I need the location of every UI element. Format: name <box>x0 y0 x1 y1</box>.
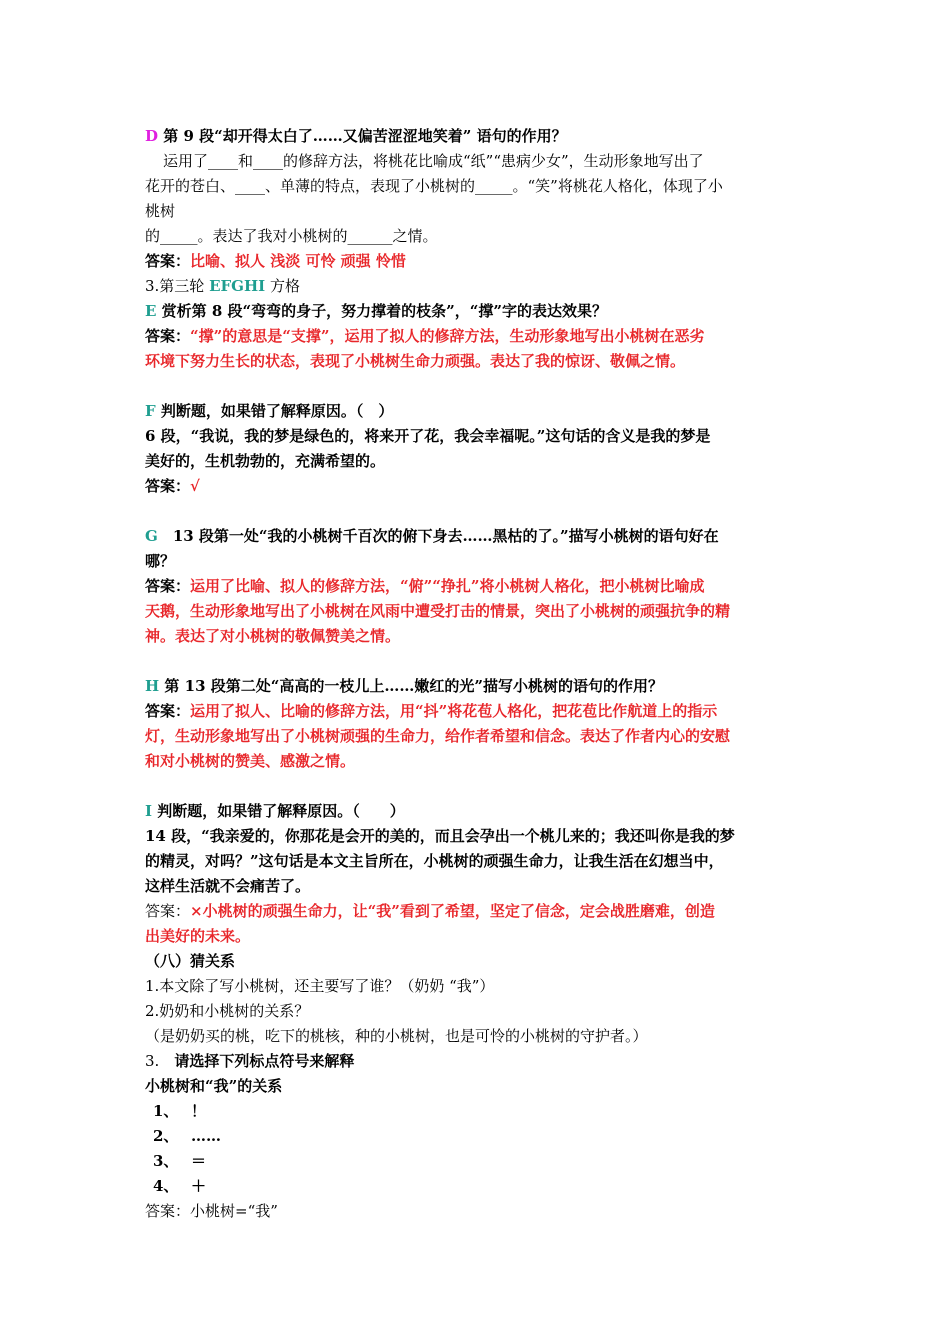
answer-d <box>145 249 810 274</box>
answer-e-1 <box>145 324 810 349</box>
answer-f <box>145 474 810 499</box>
question-d-text: 第 9 段“却开得太白了……又偏苦涩涩地笑着” 语句的作用？ <box>163 127 567 145</box>
label-f: F <box>145 402 156 420</box>
question-i-line-2: 的精灵，对吗？”这句话是本文主旨所在，小桃树的顽强生命力，让我生活在幻想当中， <box>145 852 724 870</box>
answer-d-label: 答案： <box>145 252 191 270</box>
section-eight-q3-line-2: 小桃树和“我”的关系 <box>145 1077 283 1095</box>
answer-h-label: 答案： <box>145 702 191 720</box>
round3-suffix: 方格 <box>265 277 300 295</box>
answer-e-label: 答案： <box>145 327 191 345</box>
answer-i-1 <box>145 899 810 924</box>
question-i-line-1: 14 段，“我亲爱的，你那花是会开的美的，而且会孕出一个桃儿来的；我还叫你是我的梦 <box>145 827 735 845</box>
section-eight-q2-answer: （是奶奶买的桃，吃下的桃核，种的小桃树，也是可怜的小桃树的守护者。） <box>145 1027 648 1045</box>
question-f-line-2: 美好的，生机勃勃的，充满希望的。 <box>145 452 386 470</box>
question-e-text: 赏析第 8 段“弯弯的身子，努力撑着的枝条”，“撑”字的表达效果？ <box>156 302 608 320</box>
answer-i-2: 出美好的未来。 <box>145 927 251 945</box>
section-eight-q1: 1.本文除了写小桃树，还主要写了谁？（奶奶 “我”） <box>145 977 495 995</box>
option-3-num: 3、 <box>153 1152 179 1170</box>
option-2-symbol: …… <box>191 1127 221 1145</box>
answer-f-text: √ <box>190 477 200 495</box>
answer-h-text-1: 运用了拟人、比喻的修辞方法，用“抖”将花苞人格化，把花苞比作航道上的指示 <box>190 702 718 720</box>
label-e: E <box>145 302 157 320</box>
round3-highlight: EFGHI <box>209 277 266 295</box>
question-d-body-4: 的_____。表达了我对小桃树的______之情。 <box>145 227 438 245</box>
answer-d-text: 比喻、拟人 浅淡 可怜 顽强 怜惜 <box>190 252 406 270</box>
section-eight-answer: 答案：小桃树=“我” <box>145 1202 278 1220</box>
section-eight-q2: 2.奶奶和小桃树的关系？ <box>145 1002 310 1020</box>
answer-h-3: 和对小桃树的赞美、感激之情。 <box>145 752 356 770</box>
question-g-text-1: 13 段第一处“我的小桃树千百次的俯下身去……黑枯的了。”描写小桃树的语句好在 <box>157 527 719 545</box>
option-4-symbol: ＋ <box>191 1177 207 1195</box>
answer-e-text-1: “撑”的意思是“支撑”，运用了拟人的修辞方法，生动形象地写出小桃树在恶劣 <box>190 327 705 345</box>
question-f-text: 判断题，如果错了解释原因。（ ） <box>155 402 394 420</box>
answer-g-text-1: 运用了比喻、拟人的修辞方法，“俯”“挣扎”将小桃树人格化，把小桃树比喻成 <box>190 577 705 595</box>
question-d <box>145 124 810 149</box>
question-i-line-3: 这样生活就不会痛苦了。 <box>145 877 311 895</box>
option-item-1 <box>145 1099 810 1124</box>
question-h <box>145 674 810 699</box>
question-f-line-1: 6 段，“我说，我的梦是绿色的，将来开了花，我会幸福呢。”这句话的含义是我的梦是 <box>145 427 711 445</box>
option-item-4 <box>145 1174 810 1199</box>
question-e <box>145 299 810 324</box>
answer-g-2: 天鹅，生动形象地写出了小桃树在风雨中遭受打击的情景，突出了小桃树的顽强抗争的精 <box>145 602 731 620</box>
answer-h-1 <box>145 699 810 724</box>
question-f <box>145 399 810 424</box>
label-h: H <box>145 677 160 695</box>
section-eight-heading: （八）猜关系 <box>145 952 236 970</box>
question-g <box>145 524 810 549</box>
answer-i-label: 答案： <box>145 902 191 920</box>
question-d-body-1: 运用了____和____的修辞方法，将桃花比喻成“纸”“患病少女”，生动形象地写出了 <box>163 152 704 170</box>
option-item-2 <box>145 1124 810 1149</box>
option-item-3 <box>145 1149 810 1174</box>
option-4-num: 4、 <box>153 1177 179 1195</box>
question-i <box>145 799 810 824</box>
section-eight-q3 <box>145 1049 810 1074</box>
section-eight-q3-text: 请选择下列标点符号来解释 <box>174 1052 355 1070</box>
answer-g-3: 神。表达了对小桃树的敬佩赞美之情。 <box>145 627 401 645</box>
option-3-symbol: ＝ <box>191 1152 207 1170</box>
option-1-num: 1、 <box>153 1102 179 1120</box>
answer-g-label: 答案： <box>145 577 191 595</box>
round3-heading <box>145 274 810 299</box>
section-eight-q3-num: 3. <box>145 1052 175 1070</box>
question-i-text: 判断题，如果错了解释原因。（ ） <box>152 802 405 820</box>
question-d-body-2: 花开的苍白、____、单薄的特点，表现了小桃树的_____。“笑”将桃花人格化，体现了小 <box>145 177 723 195</box>
question-g-line-2: 哪？ <box>145 552 176 570</box>
question-h-text: 第 13 段第二处“高高的一枝儿上……嫩红的光”描写小桃树的语句的作用？ <box>159 677 663 695</box>
option-2-num: 2、 <box>153 1127 179 1145</box>
answer-f-label: 答案： <box>145 477 191 495</box>
question-d-body-3: 桃树 <box>145 202 176 220</box>
option-1-symbol: ！ <box>191 1102 207 1120</box>
answer-e-2: 环境下努力生长的状态，表现了小桃树生命力顽强。表达了我的惊讶、敬佩之情。 <box>145 352 686 370</box>
round3-prefix: 3.第三轮 <box>145 277 210 295</box>
document-page <box>145 124 810 1224</box>
answer-g-1 <box>145 574 810 599</box>
answer-i-text-1: ×小桃树的顽强生命力，让“我”看到了希望，坚定了信念，定会战胜磨难，创造 <box>190 902 715 920</box>
label-g: G <box>145 527 158 545</box>
label-d: D <box>145 127 159 145</box>
label-i: I <box>145 802 153 820</box>
answer-h-2: 灯，生动形象地写出了小桃树顽强的生命力，给作者希望和信念。表达了作者内心的安慰 <box>145 727 731 745</box>
